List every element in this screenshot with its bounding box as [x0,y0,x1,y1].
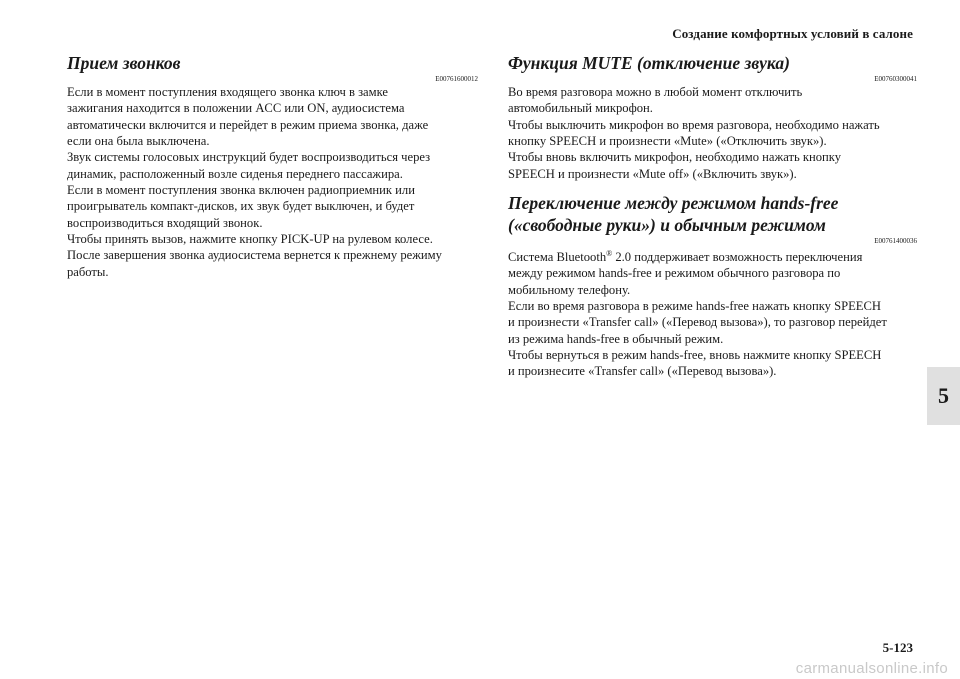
body-line: SPEECH и произнести «Mute off» («Включить звук»). [508,166,797,181]
body-line: Во время разговора можно в любой момент отключить [508,85,803,99]
section-body-mute [508,84,917,182]
body-line: Чтобы принять вызов, нажмите кнопку PICK-UP на рулевом колесе. [67,232,433,247]
body-line: и произнести «Transfer call» («Перевод вызова»), то разговор перейдет [508,315,887,330]
body-line: Звук системы голосовых инструкций будет воспроизводиться через [67,150,431,165]
body-line: воспроизводиться входящий звонок. [67,215,263,230]
registered-mark: ® [606,249,613,259]
body-line: Чтобы выключить микрофон во время разговора, необходимо нажать [508,117,880,132]
body-line: Чтобы вновь включить микрофон, необходимо нажать кнопку [508,150,842,165]
bluetooth-text: Система Bluetooth [508,250,607,265]
body-line-first-rest: 2.0 поддерживает возможность переключения [612,250,863,265]
body-line: работы. [67,264,109,279]
watermark-text: carmanualsonline.info [795,660,948,677]
right-column [508,52,917,380]
section-code: E00761400036 [874,237,917,246]
body-line: кнопку SPEECH и произнести «Mute» («Отключить звук»). [508,134,827,149]
body-line: Чтобы вернуться в режим hands-free, вновь нажмите кнопку SPEECH [508,348,882,363]
left-column [67,52,478,280]
body-line: из режима hands-free в обычный режим. [508,331,724,346]
body-line: автоматически включится и перейдет в режим приема звонка, даже [67,117,429,132]
body-line: динамик, расположенный возле сиденья переднего пассажира. [67,166,403,181]
body-line: проигрыватель компакт-дисков, их звук будет выключен, и будет [67,199,415,214]
body-line-first [508,246,917,265]
section-title-incoming-calls: Прием звонков [67,53,181,73]
section-code: E00760300041 [874,75,917,83]
body-line: Если во время разговора в режиме hands-free нажать кнопку SPEECH [508,299,881,314]
body-line: и произнесите «Transfer call» («Перевод вызова»). [508,364,777,379]
body-line: между режимом hands-free и режимом обычного разговора по [508,266,841,281]
body-line: если она была выключена. [67,134,210,149]
body-line: автомобильный микрофон. [508,101,653,116]
section-title-handsfree-line2: («свободные руки») и обычным режимом [508,215,826,236]
section-title-mute: Функция MUTE (отключение звука) [508,53,790,73]
section-body-incoming-calls [67,84,478,280]
body-line: Если в момент поступления входящего звонка ключ в замке [67,85,388,99]
page-number: 5-123 [882,640,913,655]
section-title-handsfree [508,192,917,236]
page-header-title: Создание комфортных условий в салоне [672,26,913,41]
section-code: E00761600012 [435,75,478,83]
section-title-handsfree-line1: Переключение между режимом hands-free [508,193,839,214]
chapter-number: 5 [938,383,949,408]
section-body-handsfree [508,246,917,380]
chapter-tab-marker [927,367,960,425]
body-line: зажигания находится в положении ACC или ON, аудиосистема [67,101,405,116]
body-line: Если в момент поступления звонка включен радиоприемник или [67,183,415,198]
body-line: мобильному телефону. [508,282,631,297]
body-line: После завершения звонка аудиосистема вернется к прежнему режиму [67,248,442,263]
